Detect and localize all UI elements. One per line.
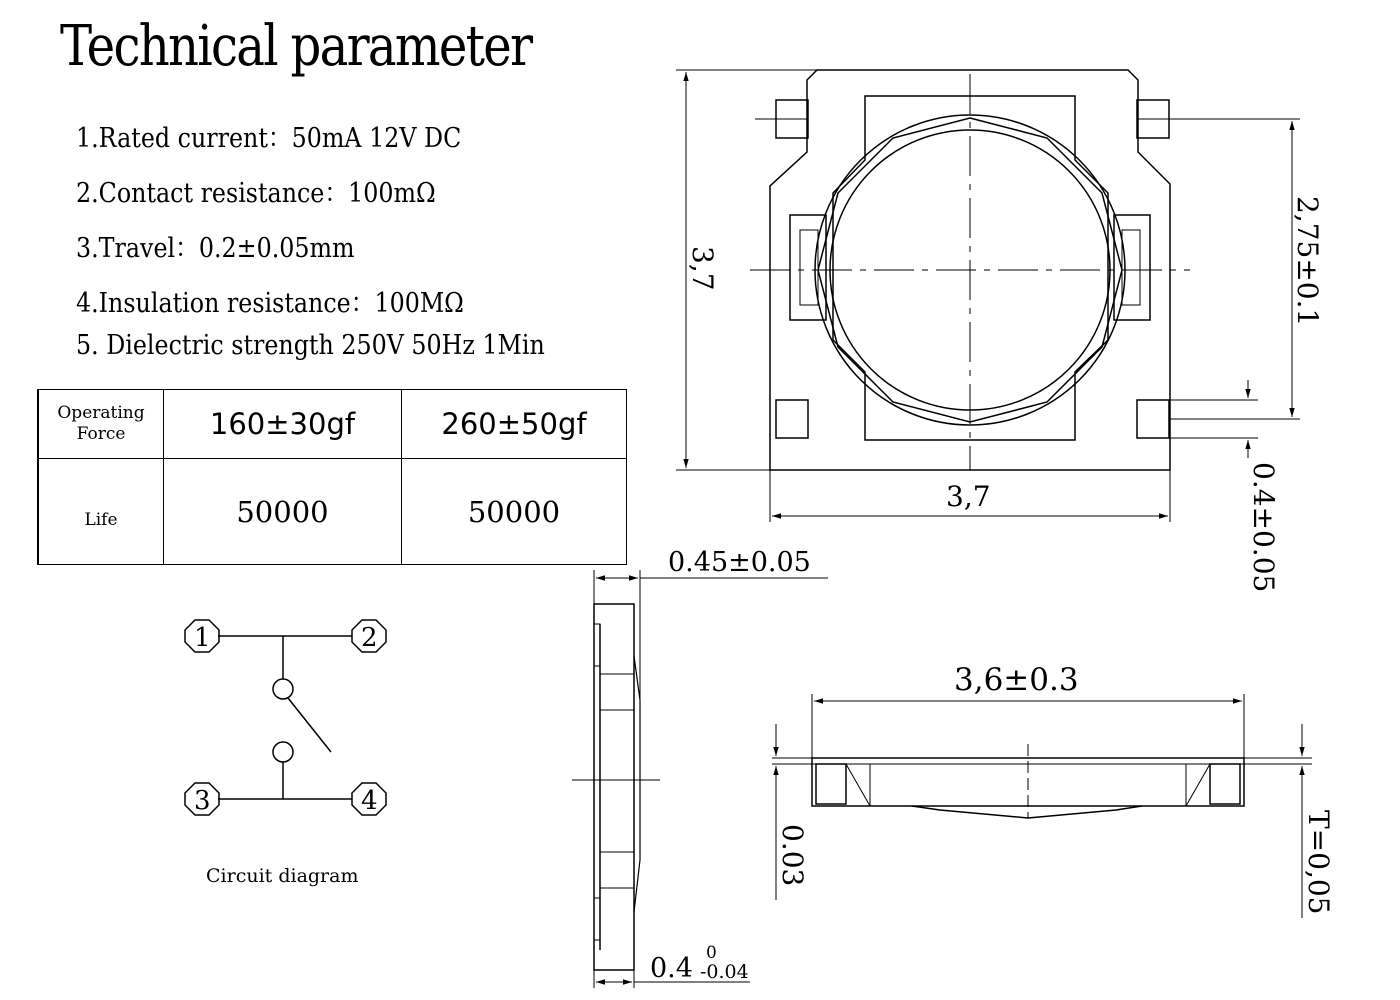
param-travel: 3.Travel：0.2±0.05mm <box>76 233 355 264</box>
page-title: Technical parameter <box>60 14 532 79</box>
dim-pad-width: 0.4±0.05 <box>1247 462 1280 593</box>
top-view-pad <box>1137 400 1169 438</box>
param-contact-resistance: 2.Contact resistance：100mΩ <box>76 178 436 209</box>
side-view <box>594 604 640 970</box>
pin-4-label: 4 <box>361 786 378 816</box>
pin-2-label: 2 <box>361 623 378 653</box>
dim-front-thickness: T=0,05 <box>1302 810 1335 915</box>
circuit-caption: Circuit diagram <box>206 865 359 887</box>
param-rated-current: 1.Rated current：50mA 12V DC <box>76 123 462 154</box>
param-dielectric-strength: 5. Dielectric strength 250V 50Hz 1Min <box>76 330 545 361</box>
dim-top-height: 3,7 <box>686 246 719 291</box>
life-value-b: 50000 <box>402 459 627 565</box>
pin-1-label: 1 <box>194 623 211 653</box>
dim-side-top-thickness: 0.45±0.05 <box>668 547 811 578</box>
switch-contact-top <box>273 679 293 699</box>
param-insulation-resistance: 4.Insulation resistance：100MΩ <box>76 288 464 319</box>
operating-label-line1: Operating <box>57 403 145 423</box>
circuit-diagram <box>185 620 386 815</box>
life-value-a: 50000 <box>164 459 402 565</box>
dim-top-width: 3,7 <box>946 480 991 513</box>
dim-front-gap: 0.03 <box>776 824 809 887</box>
dim-side-bottom-upper: 0 <box>706 943 717 963</box>
force-value-a: 160±30gf <box>164 390 402 459</box>
top-view-pad <box>776 400 808 438</box>
dim-pad-pitch: 2,75±0.1 <box>1291 196 1324 327</box>
dim-side-bottom-main: 0.4 <box>650 953 693 984</box>
force-value-b: 260±50gf <box>402 390 627 459</box>
switch-contact-bottom <box>273 742 293 762</box>
dim-side-bottom-lower: -0.04 <box>700 961 749 983</box>
life-label: Life <box>38 459 164 565</box>
pin-3-label: 3 <box>194 786 211 816</box>
switch-lever <box>288 698 331 752</box>
operating-label-line2: Force <box>76 424 126 444</box>
dim-front-length: 3,6±0.3 <box>954 662 1079 698</box>
front-view-actuator <box>912 806 1142 818</box>
